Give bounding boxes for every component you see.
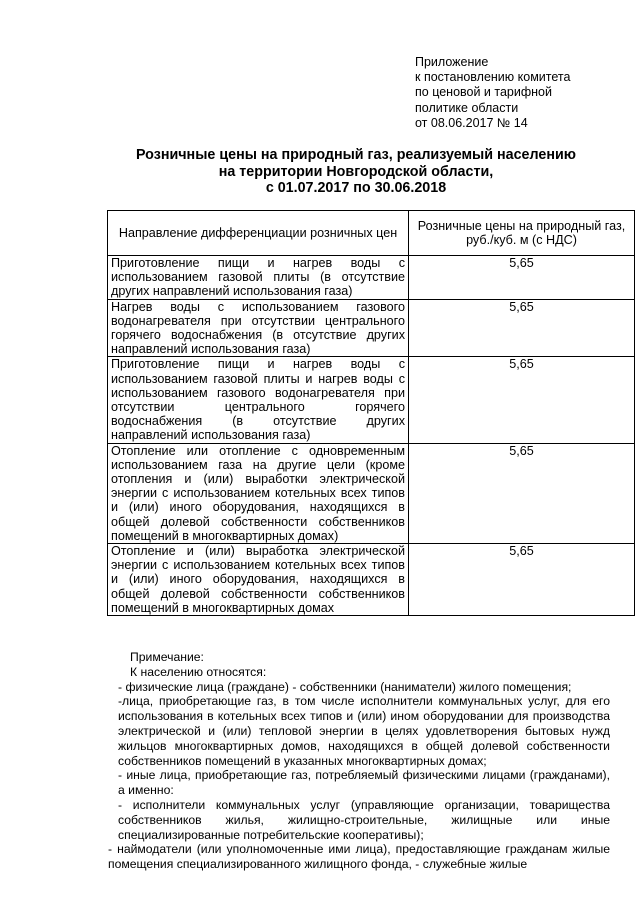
price-table xyxy=(107,210,635,616)
notes-heading: Примечание: xyxy=(130,650,204,664)
document-title xyxy=(100,147,612,197)
appendix-block xyxy=(415,55,630,131)
direction-cell: Приготовление пищи и нагрев воды с использованием газовой плиты и нагрев воды с использованием газового водонагревателя при отсутствии центрального горячего водоснабжения (в отсутствие других направлений использования газа) xyxy=(108,357,409,443)
appendix-line: от 08.06.2017 № 14 xyxy=(415,115,528,130)
note-item: - иные лица, приобретающие газ, потребляемый физическими лицами (гражданами), а именно: xyxy=(118,768,610,798)
appendix-line: политике области xyxy=(415,100,519,115)
notes-intro: К населению относятся: xyxy=(130,664,267,679)
table-row xyxy=(108,256,635,300)
direction-cell: Отопление или отопление с одновременным использованием газа на другие цели (кроме отопления и (или) выработки электрической энергии с использованием котельных всех типов и (или) иного оборудования, находящихся в общей долевой собственности собственников помещений в многоквартирных домах) xyxy=(108,443,409,543)
note-item: - исполнители коммунальных услуг (управляющие организации, товарищества собственников жилья, жилищно-строительные, жилищные или иные специализированные потребительские кооперативы); xyxy=(118,797,610,842)
price-cell: 5,65 xyxy=(409,443,635,543)
table-row xyxy=(108,443,635,543)
notes-section xyxy=(100,650,610,872)
direction-cell: Отопление и (или) выработка электрической энергии с использованием котельных всех типов и (или) иного оборудования, находящихся в общей долевой собственности собственников помещений в многоквартирных домах xyxy=(108,544,409,616)
title-line: с 01.07.2017 по 30.06.2018 xyxy=(265,180,447,197)
appendix-line: по ценовой и тарифной xyxy=(415,85,552,100)
note-item: -лица, приобретающие газ, в том числе исполнители коммунальных услуг, для его использования в котельных всех типов и (или) ином оборудовании для производства электрической и (или) тепловой энергии в целях удовлетворения бытовых нужд жильцов многоквартирных домов, находящихся в общей долевой собственности собственников помещений в указанных многоквартирных домах; xyxy=(118,694,610,768)
price-cell: 5,65 xyxy=(409,544,635,616)
title-line: Розничные цены на природный газ, реализуемый населению xyxy=(136,147,576,163)
direction-cell: Приготовление пищи и нагрев воды с использованием газовой плиты (в отсутствие других направлений использования газа) xyxy=(108,256,409,300)
appendix-line: Приложение xyxy=(415,55,489,69)
table-header-row xyxy=(108,211,635,256)
note-item: - наймодатели (или уполномоченные ими лица), предоставляющие гражданам жилые помещения специализированного жилищного фонда, - служебные жилые xyxy=(108,842,610,872)
header-price: Розничные цены на природный газ, руб./куб. м (с НДС) xyxy=(409,211,635,256)
table-row xyxy=(108,544,635,616)
table-row xyxy=(108,299,635,357)
note-item: - физические лица (граждане) - собственники (наниматели) жилого помещения; xyxy=(118,679,572,694)
price-cell: 5,65 xyxy=(409,299,635,357)
appendix-line: к постановлению комитета xyxy=(415,70,571,85)
table-row xyxy=(108,357,635,443)
direction-cell: Нагрев воды с использованием газового водонагревателя при отсутствии центрального горячего водоснабжения (в отсутствие других направлений использования газа) xyxy=(108,299,409,357)
price-cell: 5,65 xyxy=(409,256,635,300)
title-line: на территории Новгородской области, xyxy=(218,163,494,180)
header-direction: Направление дифференциации розничных цен xyxy=(108,211,409,256)
price-cell: 5,65 xyxy=(409,357,635,443)
